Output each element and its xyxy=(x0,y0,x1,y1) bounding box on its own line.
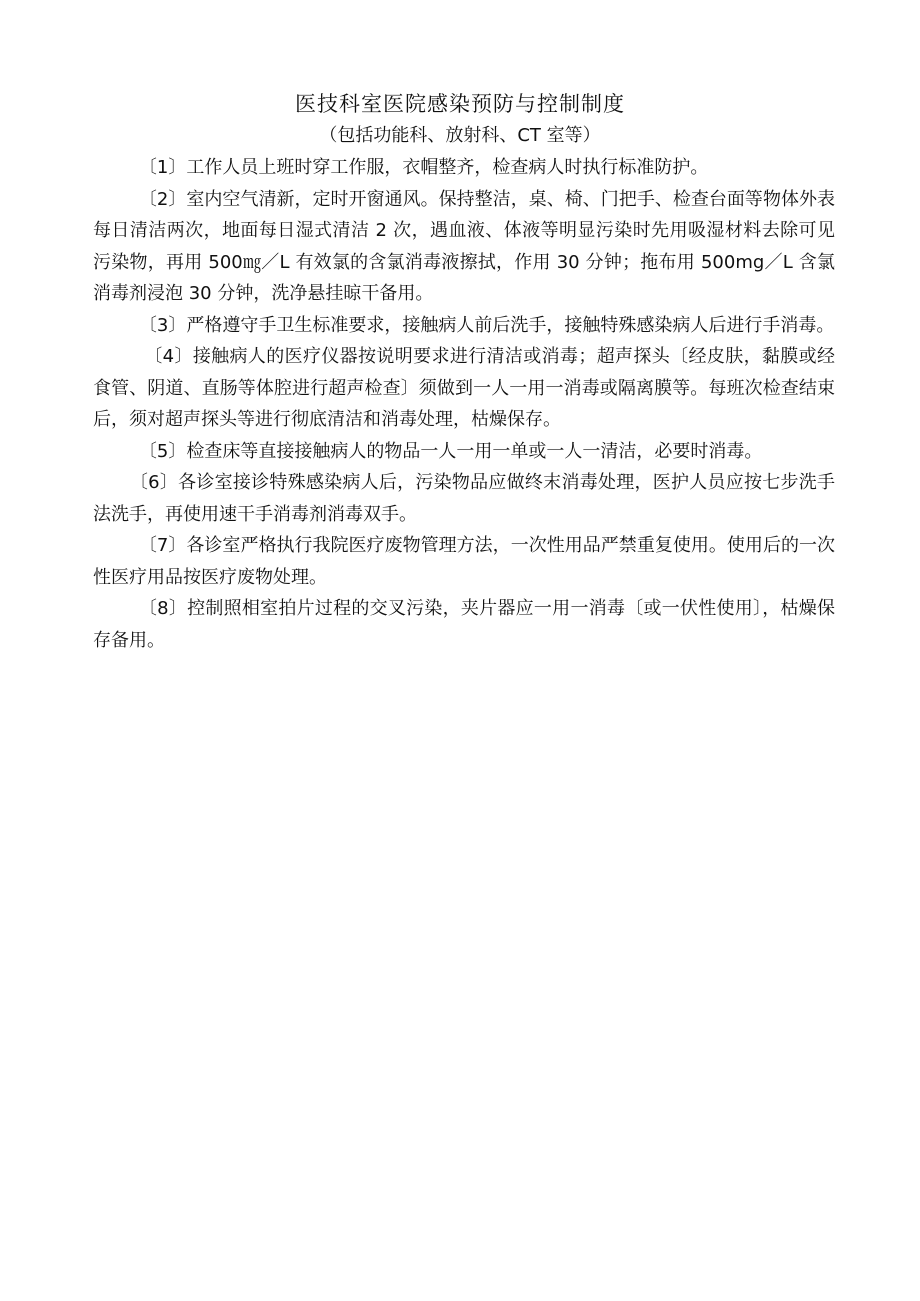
paragraph-7: 〔7〕各诊室严格执行我院医疗废物管理方法，一次性用品严禁重复使用。使用后的一次性医疗用品按医疗废物处理。 xyxy=(93,535,835,588)
paragraph-2: 〔2〕室内空气清新，定时开窗通风。保持整洁，桌、椅、门把手、检查台面等物体外表每日清洁两次，地面每日湿式清洁 2 次，遇血液、体液等明显污染时先用吸湿材料去除可见污染物，再用 500㎎／L 有效氯的含氯消毒液擦拭，作用 30 分钟；拖布用 500mg／L 含氯消毒剂浸泡 30 分钟，洗净悬挂晾干备用。 xyxy=(93,188,835,304)
paragraph-3: 〔3〕严格遵守手卫生标准要求，接触病人前后洗手，接触特殊感染病人后进行手消毒。 xyxy=(138,314,835,336)
paragraph-5: 〔5〕检查床等直接接触病人的物品一人一用一单或一人一清洁，必要时消毒。 xyxy=(138,440,763,462)
paragraph-4: 〔4〕接触病人的医疗仪器按说明要求进行清洁或消毒；超声探头〔经皮肤，黏膜或经食管、阴道、直肠等体腔进行超声检查〕须做到一人一用一消毒或隔离膜等。每班次检查结束后，须对超声探头等进行彻底清洁和消毒处理，枯燥保存。 xyxy=(93,346,835,430)
paragraph-6: 〔6〕各诊室接诊特殊感染病人后，污染物品应做终末消毒处理，医护人员应按七步洗手法洗手，再使用速干手消毒剂消毒双手。 xyxy=(93,472,835,525)
paragraph-1: 〔1〕工作人员上班时穿工作服，衣帽整齐，检查病人时执行标准防护。 xyxy=(138,157,709,178)
document-body xyxy=(93,152,835,656)
document-subtitle: （包括功能科、放射科、CT 室等） xyxy=(319,125,601,146)
document-title: 医技科室医院感染预防与控制制度 xyxy=(295,92,625,116)
paragraph-8: 〔8〕控制照相室拍片过程的交叉污染，夹片器应一用一消毒〔或一伏性使用〕，枯燥保存备用。 xyxy=(93,598,835,651)
